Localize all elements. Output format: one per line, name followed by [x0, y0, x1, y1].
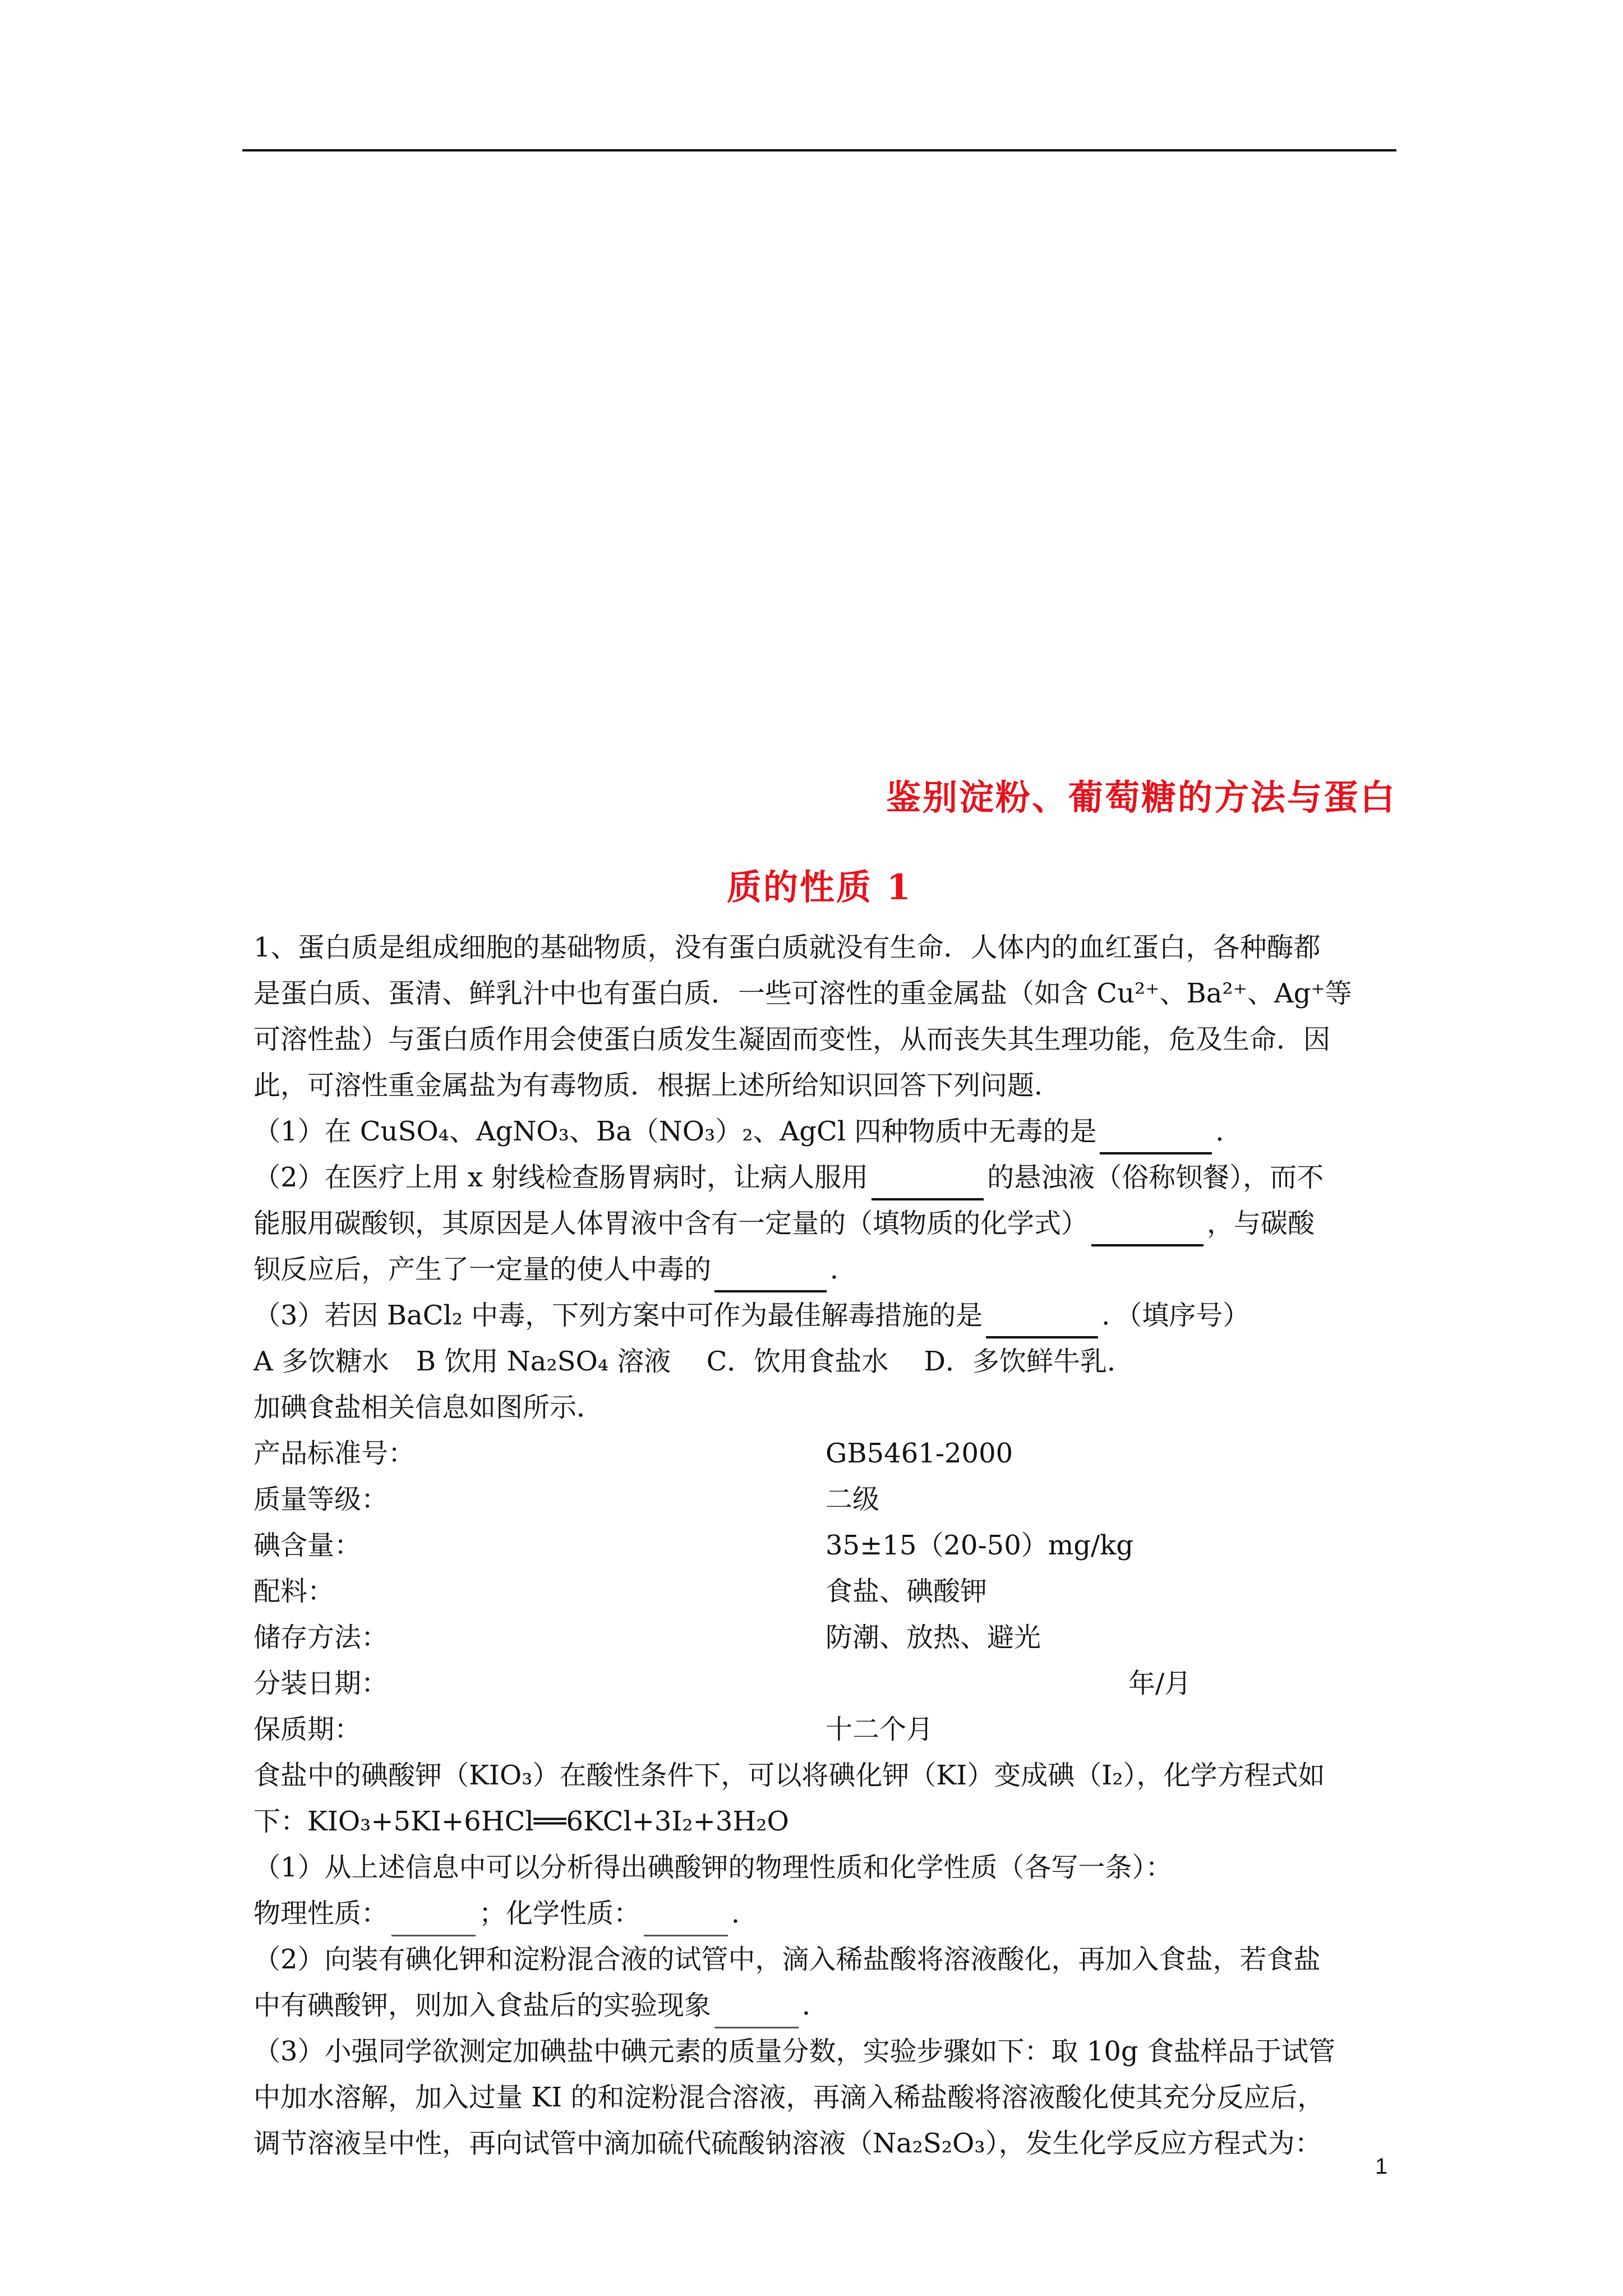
spec-key: 储存方法： — [253, 1622, 389, 1653]
spec-value: 二级 — [826, 1484, 880, 1515]
q2-sub1: （1）从上述信息中可以分析得出碘酸钾的物理性质和化学性质（各写一条）： — [253, 1852, 1173, 1883]
spec-key: 质量等级： — [253, 1484, 389, 1515]
spec-key: 碘含量： — [253, 1530, 362, 1561]
answer-blank[interactable] — [714, 1257, 827, 1292]
q1-sub1-text: （1）在 CuSO₄、AgNO₃、Ba（NO₃）₂、AgCl 四种物质中无毒的是 — [253, 1116, 1097, 1147]
q2-sub2-text: 中有碘酸钾，则加入食盐后的实验现象 — [253, 1990, 712, 2021]
header-rule — [242, 149, 1396, 151]
q2-sub2-line-2 — [253, 1982, 1399, 2028]
spec-row — [253, 1568, 1399, 1614]
spec-key: 分装日期： — [253, 1668, 389, 1699]
q1-sub2-text-e: 钡反应后，产生了一定量的使人中毒的 — [253, 1254, 712, 1285]
spec-value: 年/月 — [1128, 1668, 1192, 1699]
answer-blank[interactable] — [644, 1901, 728, 1936]
q2-sub3-line-2: 中加水溶解，加入过量 KI 的和淀粉混合溶液，再滴入稀盐酸将溶液酸化使其充分反应后， — [253, 2082, 1325, 2113]
answer-blank[interactable] — [1100, 1119, 1212, 1154]
q2-sub1-fill — [253, 1890, 1399, 1936]
q1-intro-line-4: 此，可溶性重金属盐为有毒物质．根据上述所给知识回答下列问题． — [253, 1070, 1062, 1101]
page-number: 1 — [1375, 2154, 1388, 2179]
spec-value: GB5461-2000 — [826, 1438, 1013, 1469]
spec-row — [253, 1522, 1399, 1568]
q2-sub1-end: ． — [731, 1898, 759, 1929]
q1-sub1 — [253, 1108, 1399, 1154]
q2-sub3-line-1: （3）小强同学欲测定加碘盐中碘元素的质量分数，实验步骤如下：取 10g 食盐样品于试管 — [253, 2036, 1335, 2067]
spec-value: 食盐、碘酸钾 — [826, 1576, 988, 1607]
spec-key: 配料： — [253, 1576, 335, 1607]
spec-row — [253, 1660, 1399, 1706]
q1-sub2-text-d: ，与碳酸 — [1207, 1208, 1315, 1239]
answer-blank[interactable] — [872, 1165, 984, 1200]
answer-blank[interactable] — [391, 1901, 476, 1936]
document-title-line-1: 鉴别淀粉、葡萄糖的方法与蛋白 — [886, 777, 1396, 818]
q1-intro-line-2: 是蛋白质、蛋清、鲜乳汁中也有蛋白质．一些可溶性的重金属盐（如含 Cu²⁺、Ba²⁺、Ag⁺等 — [253, 978, 1352, 1009]
q1-sub2-text-c: 能服用碳酸钡，其原因是人体胃液中含有一定量的（填物质的化学式） — [253, 1208, 1089, 1239]
spec-key: 产品标准号： — [253, 1438, 416, 1469]
q1-sub3-text: （3）若因 BaCl₂ 中毒，下列方案中可作为最佳解毒措施的是 — [253, 1300, 983, 1331]
q2-sub2-end: ． — [802, 1990, 829, 2021]
chemical-property-label: ；化学性质： — [479, 1898, 641, 1929]
q1-intro-line-3: 可溶性盐）与蛋白质作用会使蛋白质发生凝固而变性，从而丧失其生理功能，危及生命．因 — [253, 1024, 1331, 1055]
q2-intro: 加碘食盐相关信息如图所示． — [253, 1392, 604, 1423]
q1-sub2-line-2 — [253, 1200, 1399, 1246]
q1-options: A 多饮糖水 B 饮用 Na₂SO₄ 溶液 C．饮用食盐水 D．多饮鲜牛乳． — [253, 1346, 1135, 1377]
spec-value: 防潮、放热、避光 — [826, 1622, 1041, 1653]
q2-sub3-line-3: 调节溶液呈中性，再向试管中滴加硫代硫酸钠溶液（Na₂S₂O₃），发生化学反应方程式为： — [253, 2128, 1322, 2159]
physical-property-label: 物理性质： — [253, 1898, 389, 1929]
q1-sub2-text-b: 的悬浊液（俗称钡餐），而不 — [987, 1162, 1324, 1193]
spec-row — [253, 1430, 1399, 1476]
q1-sub2-text-a: （2）在医疗上用 x 射线检查肠胃病时，让病人服用 — [253, 1162, 869, 1193]
q2-sub2-line-1: （2）向装有碘化钾和淀粉混合液的试管中，滴入稀盐酸将溶液酸化，再加入食盐，若食盐 — [253, 1944, 1321, 1975]
document-title-line-2: 质的性质 1 — [727, 867, 912, 908]
answer-blank[interactable] — [986, 1303, 1098, 1338]
q2-reaction-line-1: 食盐中的碘酸钾（KIO₃）在酸性条件下，可以将碘化钾（KI）变成碘（I₂），化学方程式如 — [253, 1760, 1325, 1791]
q1-sub2-text-f: ． — [830, 1254, 857, 1285]
salt-spec-table — [253, 1430, 1399, 1752]
q1-intro-line-1: 1、蛋白质是组成细胞的基础物质，没有蛋白质就没有生命．人体内的血红蛋白，各种酶都 — [253, 932, 1321, 963]
q2-reaction-line-2: 下：KIO₃+5KI+6HCl══6KCl+3I₂+3H₂O — [253, 1806, 789, 1837]
q1-sub2-line-3 — [253, 1246, 1399, 1292]
spec-value: 35±15（20-50）mg/kg — [826, 1530, 1133, 1561]
answer-blank[interactable] — [714, 1993, 799, 2028]
q1-sub1-end: ． — [1215, 1116, 1243, 1147]
spec-row — [253, 1614, 1399, 1660]
q1-sub3 — [253, 1292, 1399, 1338]
answer-blank[interactable] — [1091, 1211, 1204, 1246]
spec-value: 十二个月 — [826, 1714, 934, 1745]
document-body — [253, 924, 1399, 2166]
q1-sub3-end: ．（填序号） — [1101, 1300, 1250, 1331]
q1-sub2-line-1 — [253, 1154, 1399, 1200]
spec-key: 保质期： — [253, 1714, 362, 1745]
spec-row — [253, 1476, 1399, 1522]
spec-row — [253, 1706, 1399, 1752]
